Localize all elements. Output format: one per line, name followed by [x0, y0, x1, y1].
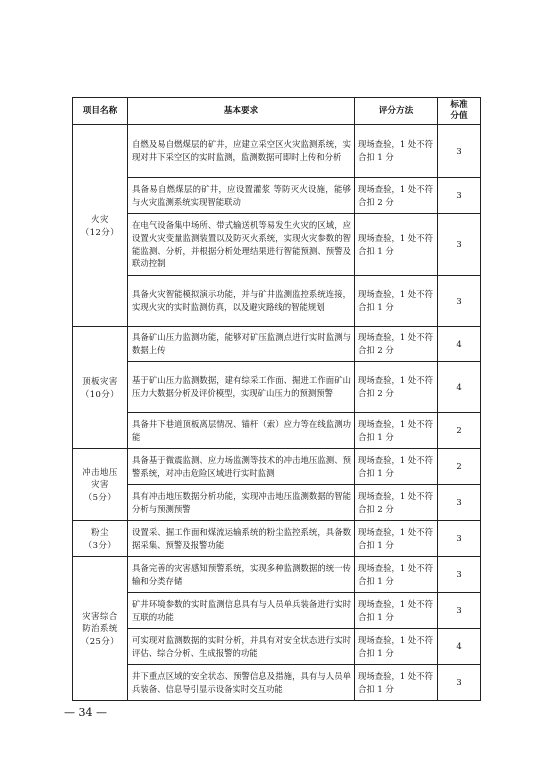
table-row [73, 125, 481, 178]
header-score-line1: 标准 [450, 100, 468, 110]
table-row [73, 593, 481, 629]
requirement-cell: 具有冲击地压数据分析功能，实现冲击地压监测数据的智能分析与预测预警 [128, 485, 355, 521]
table-row [73, 485, 481, 521]
category-points: （25分） [80, 635, 120, 646]
method-cell: 现场查验，1 处不符合扣 2 分 [355, 178, 438, 214]
table-row [73, 214, 481, 276]
category-label: 灾害综合 [82, 610, 118, 621]
score-cell: 3 [438, 125, 481, 178]
category-points: （5分） [83, 491, 117, 502]
category-label: 防治系统 [82, 623, 118, 634]
requirement-cell: 具备矿山压力监测功能，能够对矿压监测点进行实时监测与数据上传 [128, 327, 355, 362]
requirement-cell: 自燃及易自燃煤层的矿井，应建立采空区火灾监测系统，实现对井下采空区的实时监测，监测数据可即时上传和分析 [128, 125, 355, 178]
score-cell: 3 [438, 276, 481, 327]
score-cell: 4 [438, 362, 481, 413]
requirement-cell: 具备完善的灾害感知预警系统，实现多种监测数据的统一传输和分类存储 [128, 557, 355, 593]
requirement-cell: 基于矿山压力监测数据，建有综采工作面、掘进工作面矿山压力大数据分析及评价模型，实现矿山压力的预测预警 [128, 362, 355, 413]
method-cell: 现场查验，1 处不符合扣 1 分 [355, 665, 438, 701]
method-cell: 现场查验，1 处不符合扣 1 分 [355, 125, 438, 178]
header-item-name: 项目名称 [73, 98, 128, 125]
requirement-cell: 可实现对监测数据的实时分析，并具有对安全状态进行实时评估、综合分析、生成报警的功能 [128, 629, 355, 665]
score-cell: 3 [438, 521, 481, 557]
score-cell: 4 [438, 327, 481, 362]
category-label: 粉尘 [91, 526, 109, 537]
header-basic-requirements: 基本要求 [128, 98, 355, 125]
requirement-cell: 井下重点区域的安全状态、预警信息及措施，具有与人员单兵装备、信息导引显示设备实时交互功能 [128, 665, 355, 701]
requirement-cell: 矿井环境参数的实时监测信息具有与人员单兵装备进行实时互联的功能 [128, 593, 355, 629]
score-cell: 3 [438, 665, 481, 701]
score-cell: 2 [438, 449, 481, 485]
page-number: — 34 — [64, 706, 107, 719]
table-row [73, 327, 481, 362]
category-points: （10分） [80, 388, 120, 399]
method-cell: 现场查验，1 处不符合扣 1 分 [355, 413, 438, 449]
category-points: （3分） [83, 539, 117, 550]
category-rockburst [73, 449, 128, 521]
header-standard-score [438, 98, 481, 125]
table-row [73, 629, 481, 665]
requirement-cell: 在电气设备集中场所、带式输送机等易发生火灾的区域，应设置火灾变量监测装置以及防灭火系统，实现火灾参数的智能监测、分析，并根据分析处理结果进行智能预测、预警及联动控制 [128, 214, 355, 276]
table-row [73, 665, 481, 701]
table-row [73, 178, 481, 214]
score-cell: 3 [438, 178, 481, 214]
method-cell: 现场查验，1 处不符合扣 1 分 [355, 276, 438, 327]
table-row [73, 557, 481, 593]
requirement-cell: 设置采、掘工作面和煤流运输系统的粉尘监控系统，具备数据采集、预警及报警功能 [128, 521, 355, 557]
requirement-cell: 具备火灾智能模拟演示功能，并与矿井监测监控系统连接，实现火灾的实时监测仿真，以及避灾路线的智能规划 [128, 276, 355, 327]
category-integrated-prevention [73, 557, 128, 701]
score-cell: 3 [438, 557, 481, 593]
category-label: 灾害 [91, 479, 109, 490]
table-row [73, 276, 481, 327]
method-cell: 现场查验，1 处不符合扣 1 分 [355, 449, 438, 485]
requirement-cell: 具备基于微震监测、应力场监测等技术的冲击地压监测、预警系统，对冲击危险区域进行实时监测 [128, 449, 355, 485]
table-row [73, 413, 481, 449]
table-row [73, 521, 481, 557]
header-scoring-method: 评分方法 [355, 98, 438, 125]
category-label: 火灾 [91, 213, 109, 224]
table-row [73, 362, 481, 413]
score-cell: 2 [438, 413, 481, 449]
requirement-cell: 具备易自燃煤层的矿井，应设置灌浆 等防灭火设施，能够与火灾监测系统实现智能联动 [128, 178, 355, 214]
method-cell: 现场查验，1 处不符合扣 2 分 [355, 362, 438, 413]
method-cell: 现场查验，1 处不符合扣 2 分 [355, 327, 438, 362]
category-dust [73, 521, 128, 557]
category-label: 顶板灾害 [82, 375, 118, 386]
method-cell: 现场查验，1 处不符合扣 2 分 [355, 485, 438, 521]
category-fire [73, 125, 128, 327]
category-label: 冲击地压 [82, 466, 118, 477]
score-cell: 3 [438, 214, 481, 276]
category-points: （12分） [80, 226, 120, 237]
requirement-cell: 具备井下巷道顶板离层情况、锚杆（索）应力等在线监测功能 [128, 413, 355, 449]
table-header-row [73, 98, 481, 125]
method-cell: 现场查验，1 处不符合扣 1 分 [355, 214, 438, 276]
scoring-table [72, 97, 481, 701]
method-cell: 现场查验，1 处不符合扣 1 分 [355, 557, 438, 593]
score-cell: 3 [438, 485, 481, 521]
score-cell: 3 [438, 593, 481, 629]
method-cell: 现场查验，1 处不符合扣 1 分 [355, 629, 438, 665]
table-row [73, 449, 481, 485]
method-cell: 现场查验，1 处不符合扣 1 分 [355, 593, 438, 629]
header-score-line2: 分值 [450, 111, 468, 121]
category-roof [73, 327, 128, 449]
score-cell: 4 [438, 629, 481, 665]
method-cell: 现场查验，1 处不符合扣 1 分 [355, 521, 438, 557]
